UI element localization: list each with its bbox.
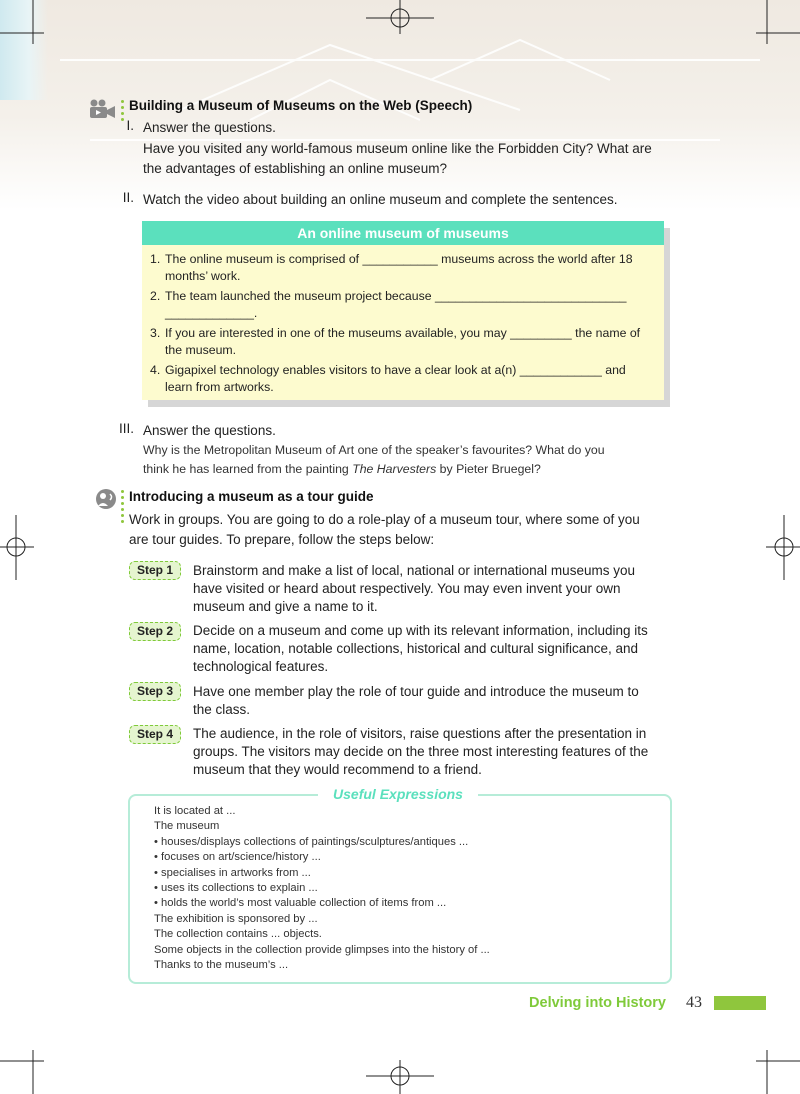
step-line: Decide on a museum and come up with its relevant information, including its — [193, 623, 648, 638]
intro-text-line: Work in groups. You are going to do a role-play of a museum tour, where some of you — [129, 512, 640, 527]
question-text-line — [143, 460, 541, 478]
step-line: have visited or heard about respectively. You may even invent your own — [193, 581, 621, 596]
list-item — [150, 325, 654, 359]
step-line: groups. The visitors may decide on the three most interesting features of the — [193, 744, 649, 759]
expression-line: • focuses on art/science/history ... — [154, 851, 321, 864]
section-dots — [121, 490, 125, 526]
expression-line: Some objects in the collection provide glimpses into the history of ... — [154, 943, 490, 956]
list-item — [150, 251, 654, 285]
step-3-badge: Step 3 — [129, 682, 181, 701]
item-text: The team launched the museum project because ____________________________ _____________. — [165, 289, 627, 320]
expression-line: • holds the world’s most valuable collection of items from ... — [154, 897, 447, 910]
step-2-badge: Step 2 — [129, 622, 181, 641]
list-item — [150, 362, 654, 396]
item-text: Gigapixel technology enables visitors to have a clear look at a(n) ____________ and learn from artworks. — [165, 363, 626, 394]
question-text-line: Have you visited any world-famous museum online like the Forbidden City? What are — [143, 141, 652, 156]
item-number: 2. — [150, 289, 161, 303]
expression-line: The collection contains ... objects. — [154, 928, 322, 941]
instruction-answer-questions-2: Answer the questions. — [143, 423, 276, 438]
step-4-badge: Step 4 — [129, 725, 181, 744]
item-number: 4. — [150, 363, 161, 377]
expression-line: It is located at ... — [154, 805, 236, 817]
page-number: 43 — [686, 994, 702, 1011]
step-line: Have one member play the role of tour guide and introduce the museum to — [193, 684, 639, 699]
step-line: museum and give a name to it. — [193, 599, 378, 614]
item-text: The online museum is comprised of ___________ museums across the world after 18 months’ work. — [165, 252, 633, 283]
section-title-tour-guide: Introducing a museum as a tour guide — [129, 489, 374, 504]
item-number: 1. — [150, 252, 161, 266]
item-text: If you are interested in one of the museums available, you may _________ the name of the museum. — [165, 326, 641, 357]
expression-line: • houses/displays collections of paintings/sculptures/antiques ... — [154, 835, 469, 848]
step-line: The audience, in the role of visitors, raise questions after the presentation in — [193, 726, 647, 741]
step-line: technological features. — [193, 659, 329, 674]
section-title-speech: Building a Museum of Museums on the Web (Speech) — [129, 98, 473, 113]
numeral-iii: III. — [118, 421, 134, 436]
item-number: 3. — [150, 326, 161, 340]
question-text-line: the advantages of establishing an online museum? — [143, 161, 447, 176]
text-run: think he has learned from the painting — [143, 462, 353, 476]
question-text-line: Why is the Metropolitan Museum of Art one of the speaker’s favourites? What do you — [143, 443, 605, 457]
instruction-answer-questions: Answer the questions. — [143, 120, 276, 135]
step-1-badge: Step 1 — [129, 561, 181, 580]
box-title: An online museum of museums — [142, 221, 664, 245]
instruction-watch-video: Watch the video about building an online museum and complete the sentences. — [143, 192, 618, 207]
expression-line: • specialises in artworks from ... — [154, 866, 311, 879]
unit-title: Delving into History — [529, 995, 666, 1011]
useful-expressions-list — [154, 804, 490, 973]
step-1-text — [193, 562, 671, 616]
numeral-ii: II. — [122, 190, 134, 205]
fill-in-box — [142, 221, 664, 400]
step-line: museum that they would recommend to a friend. — [193, 762, 482, 777]
intro-text-line: are tour guides. To prepare, follow the steps below: — [129, 532, 435, 547]
expression-line: The museum — [154, 820, 220, 833]
useful-expressions-title: Useful Expressions — [318, 786, 478, 802]
list-item — [150, 288, 654, 322]
step-4-text — [193, 725, 671, 779]
numeral-i: I. — [126, 118, 134, 133]
expression-line: Thanks to the museum’s ... — [154, 959, 289, 972]
video-camera-icon — [89, 99, 117, 119]
step-line: Brainstorm and make a list of local, national or international museums you — [193, 563, 635, 578]
speaking-person-icon — [95, 487, 119, 511]
step-line: name, location, notable collections, historical and cultural significance, and — [193, 641, 639, 656]
expression-line: The exhibition is sponsored by ... — [154, 912, 318, 925]
fill-in-list — [142, 245, 664, 396]
painting-title: The Harvesters — [352, 462, 437, 476]
step-2-text — [193, 622, 671, 676]
text-run: by Pieter Bruegel? — [436, 462, 541, 476]
step-3-text — [193, 683, 671, 719]
expression-line: • uses its collections to explain ... — [154, 882, 318, 895]
footer-color-bar — [714, 996, 766, 1010]
step-line: the class. — [193, 702, 251, 717]
